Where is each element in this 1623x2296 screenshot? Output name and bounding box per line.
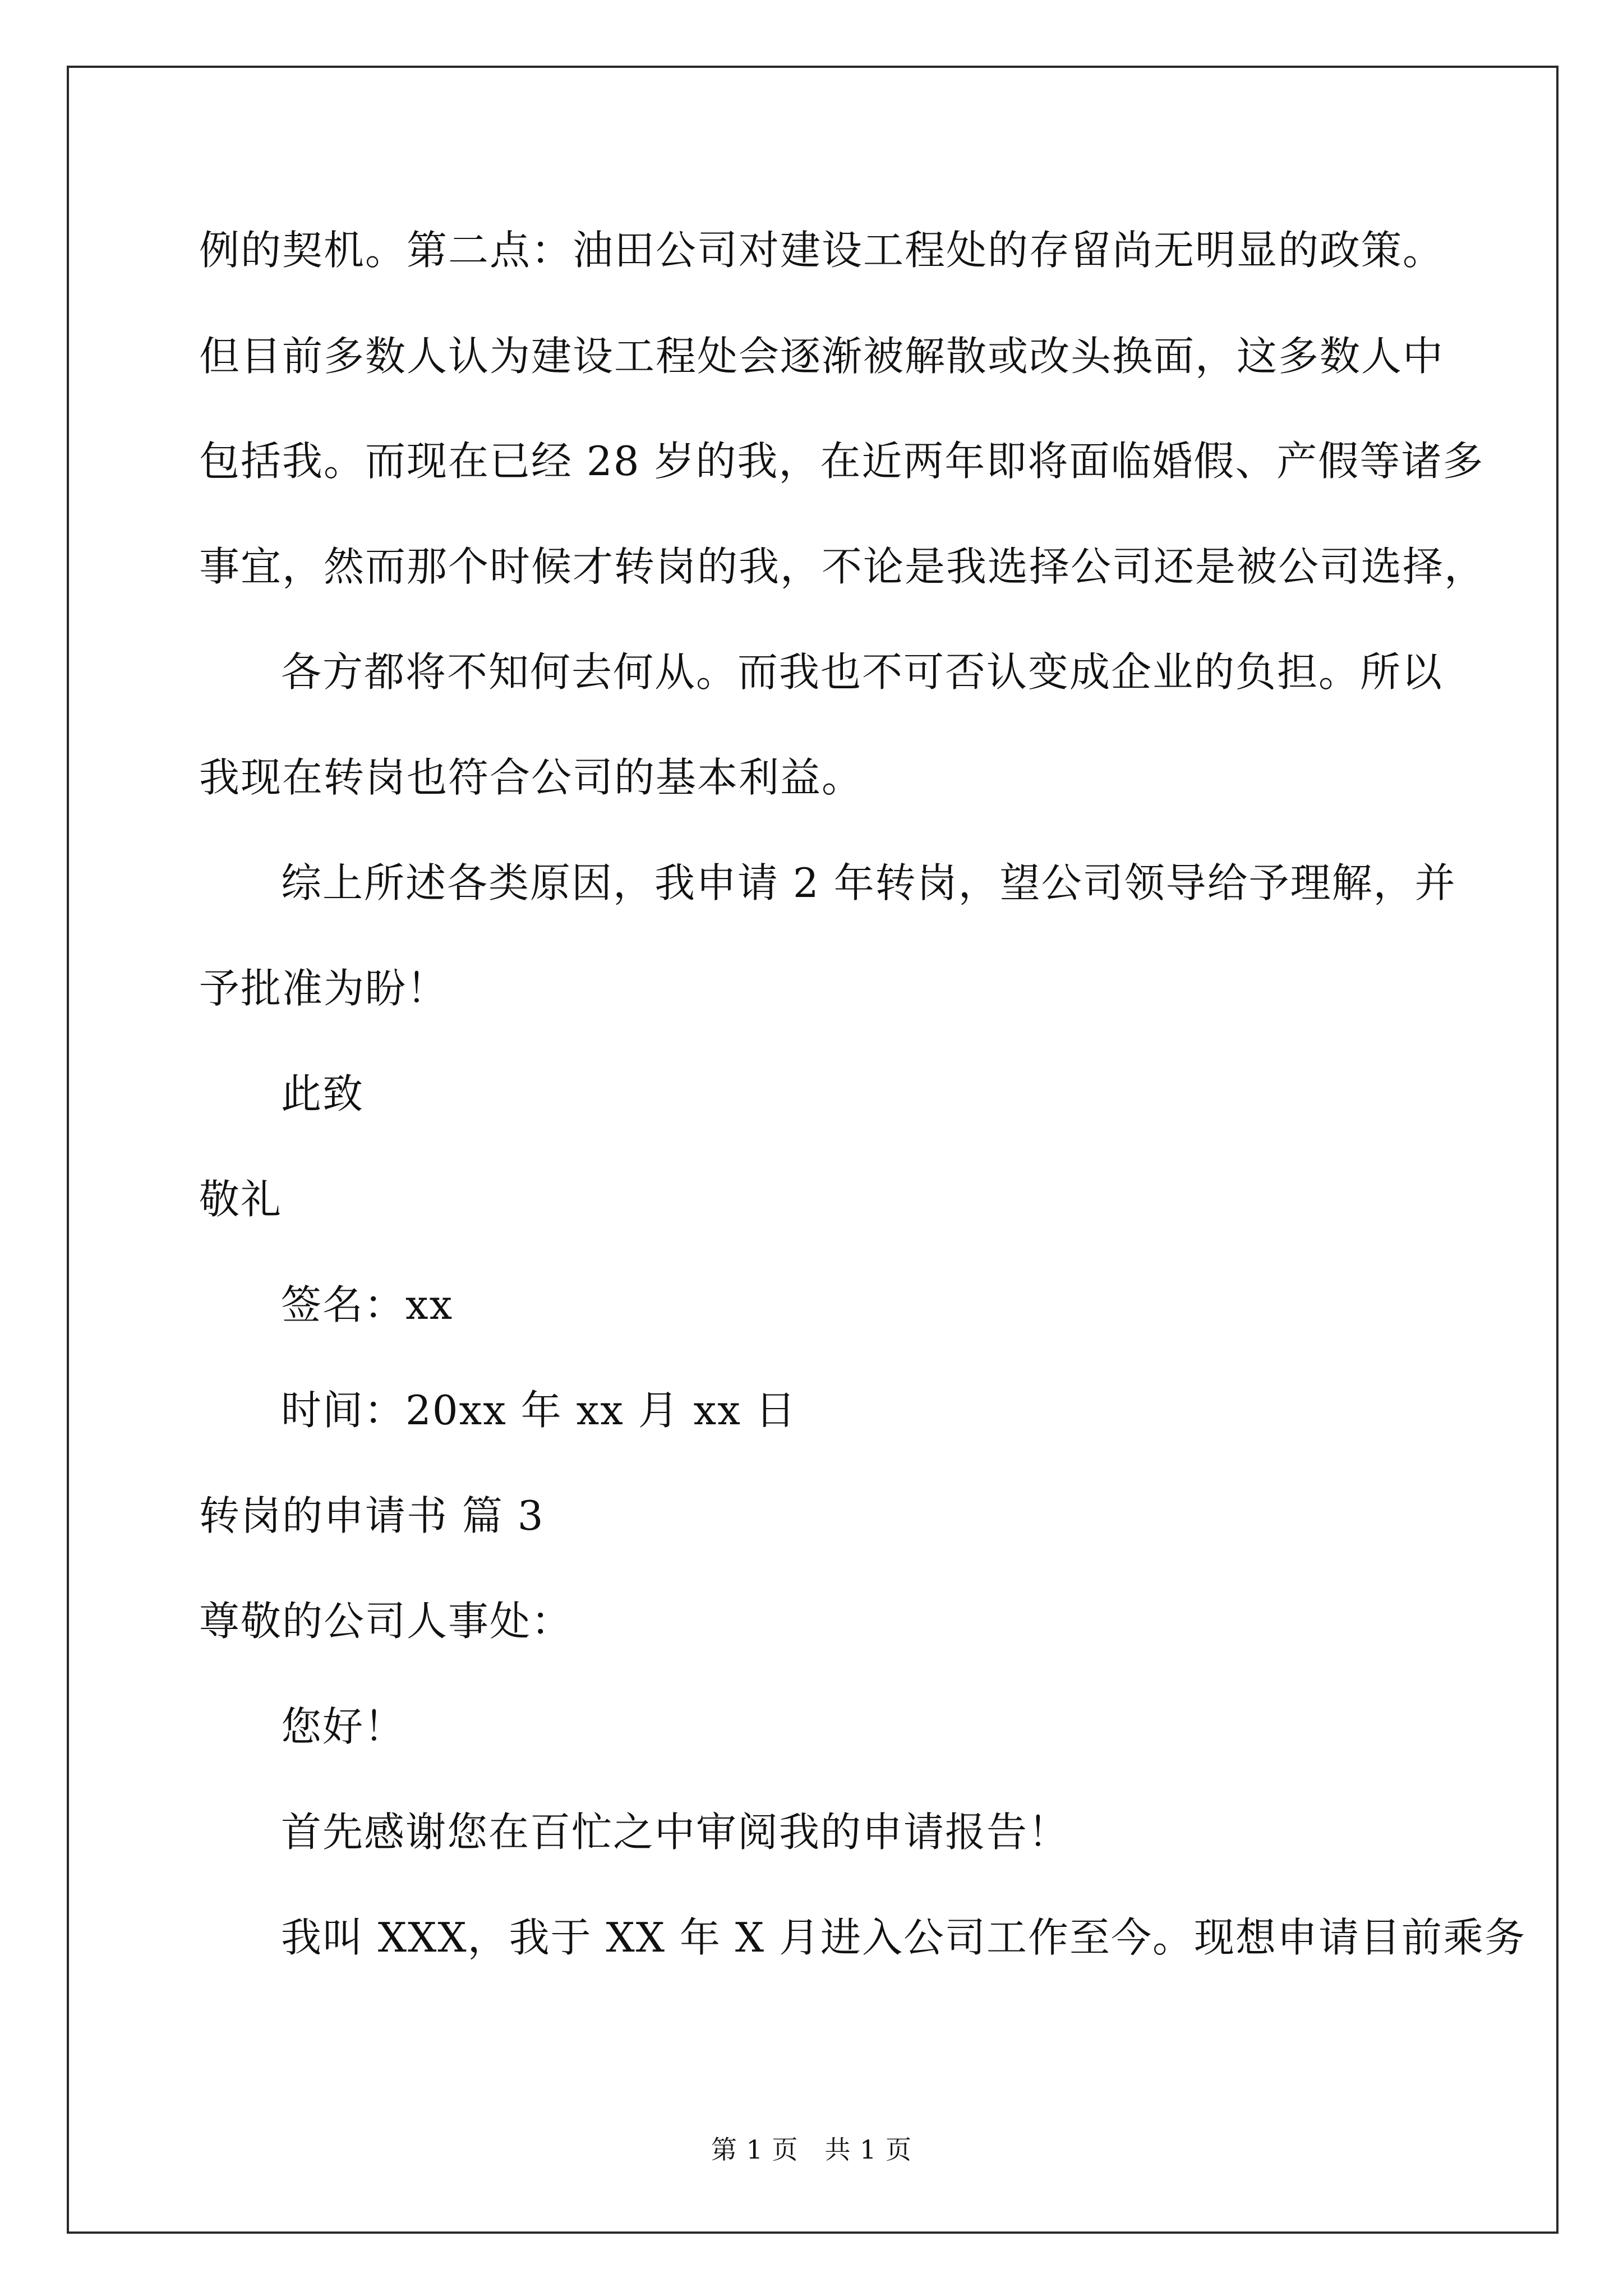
body-line-3: 包括我。而现在已经 28 岁的我，在近两年即将面临婚假、产假等诸多 [199,438,1484,485]
signature-line: 签名：xx [281,1281,454,1328]
body-line-4: 事宜，然而那个时候才转岗的我，不论是我选择公司还是被公司选择， [199,543,1486,590]
greeting-line: 您好！ [281,1703,406,1750]
body-line-7: 综上所述各类原因，我申请 2 年转岗，望公司领导给予理解，并 [281,859,1456,907]
addressee-line: 尊敬的公司人事处： [199,1598,573,1645]
page-footer [0,2133,1623,2166]
body-line-9: 首先感谢您在百忙之中审阅我的申请报告！ [281,1809,1070,1856]
body-line-10: 我叫 XXX，我于 XX 年 X 月进入公司工作至今。现想申请目前乘务 [281,1914,1526,1961]
body-line-2: 但目前多数人认为建设工程处会逐渐被解散或改头换面，这多数人中 [199,333,1445,380]
section-heading: 转岗的申请书 篇 3 [199,1492,545,1539]
closing-regards: 敬礼 [199,1176,283,1223]
body-line-5: 各方都将不知何去何从。而我也不可否认变成企业的负担。所以 [281,648,1444,696]
page-number: 第 1 页 [711,2134,799,2165]
body-line-6: 我现在转岗也符合公司的基本利益。 [199,754,864,801]
body-line-1: 例的契机。第二点：油田公司对建设工程处的存留尚无明显的政策。 [199,227,1445,274]
body-line-8: 予批准为盼！ [199,965,449,1012]
date-line: 时间：20xx 年 xx 月 xx 日 [281,1387,797,1434]
page-border [67,66,1559,2234]
page-total: 共 1 页 [824,2134,912,2165]
closing-salutation: 此致 [281,1070,365,1117]
